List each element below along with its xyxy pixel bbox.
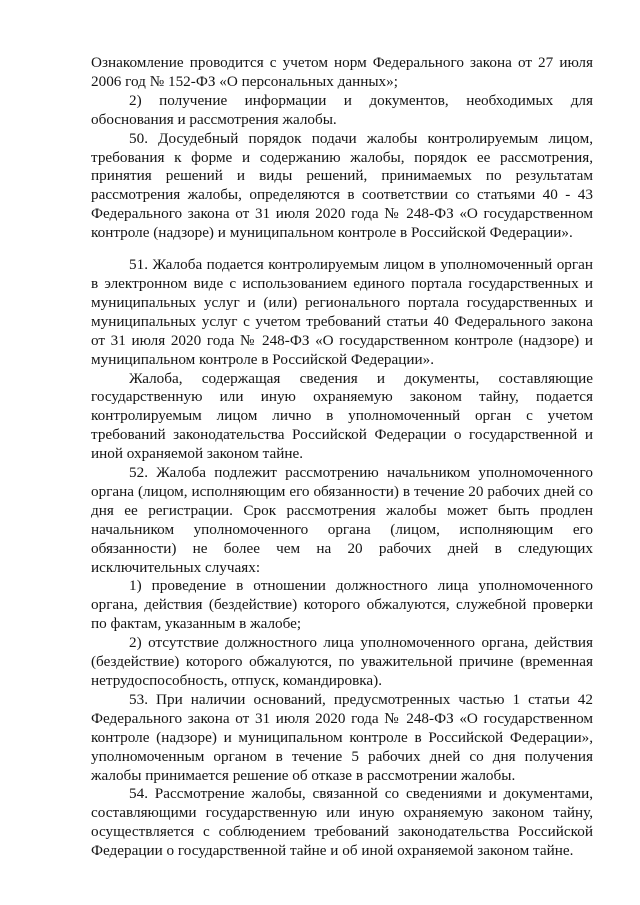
paragraph-item-2-information: 2) получение информации и документов, необходимых для обоснования и рассмотрения жалобы. [91, 91, 593, 128]
paragraph-52: 52. Жалоба подлежит рассмотрению начальником уполномоченного органа (лицом, исполняющим его обязанности) в течение 20 рабочих дней со дня ее регистрации. Срок рассмотрения жалобы может быть продлен начальником уполномоченного органа (лицом, исполняющим его обязанности) не более чем на 20 рабочих дней в следующих исключительных случаях: [91, 464, 593, 576]
document-body [91, 54, 593, 861]
paragraph-54: 54. Рассмотрение жалобы, связанной со сведениями и документами, составляющими государственную или иную охраняемую законом тайну, осуществляется с соблюдением требований законодательства Российской Федерации о государственной тайне и об иной охраняемой законом тайне. [91, 785, 593, 860]
paragraph-50: 50. Досудебный порядок подачи жалобы контролируемым лицом, требования к форме и содержанию жалобы, порядок ее рассмотрения, принятия решений и виды решений, принимаемых по результатам рассмотрения жалобы, определяются в соответствии со статьями 40 - 43 Федерального закона от 31 июля 2020 года № 248-ФЗ «О государственном контроле (надзоре) и муниципальном контроле в Российской Федерации». [91, 129, 593, 242]
paragraph-personal-data-note: Ознакомление проводится с учетом норм Федерального закона от 27 июля 2006 год № 152-ФЗ «О персональных данных»; [91, 54, 593, 90]
paragraph-51-secret-complaint: Жалоба, содержащая сведения и документы, составляющие государственную или иную охраняемую законом тайну, подается контролируемым лицом лично в уполномоченный орган с учетом требований законодательства Российской Федерации о государственной и иной охраняемой законом тайне. [91, 369, 593, 463]
paragraph-52-item-2: 2) отсутствие должностного лица уполномоченного органа, действия (бездействие) которого обжалуются, по уважительной причине (временная нетрудоспособность, отпуск, командировка). [91, 634, 593, 689]
paragraph-52-item-1: 1) проведение в отношении должностного лица уполномоченного органа, действия (бездействие) которого обжалуются, служебной проверки по фактам, указанным в жалобе; [91, 577, 593, 633]
paragraph-51: 51. Жалоба подается контролируемым лицом в уполномоченный орган в электронном виде с использованием единого портала государственных и муниципальных услуг и (или) регионального портала государственных и муниципальных услуг с учетом требований статьи 40 Федерального закона от 31 июля 2020 года № 248-ФЗ «О государственном контроле (надзоре) и муниципальном контроле в Российской Федерации». [91, 256, 593, 368]
paragraph-53: 53. При наличии оснований, предусмотренных частью 1 статьи 42 Федерального закона от 31 июля 2020 года № 248-ФЗ «О государственном контроле (надзоре) и муниципальном контроле в Российской Федерации», уполномоченным органом в течение 5 рабочих дней со дня получения жалобы принимается решение об отказе в рассмотрении жалобы. [91, 690, 593, 784]
